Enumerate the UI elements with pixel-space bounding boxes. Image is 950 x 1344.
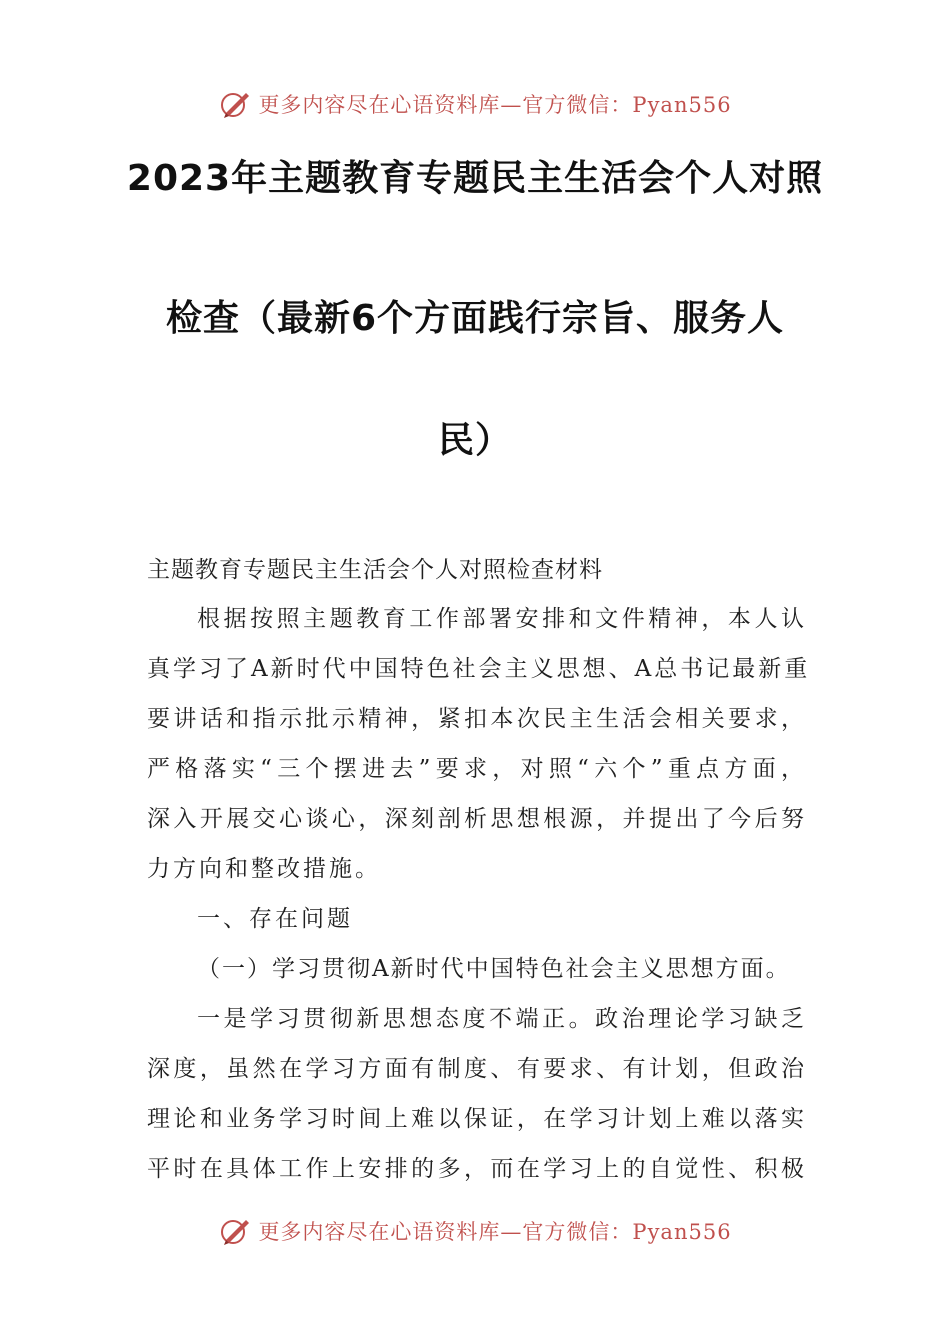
paragraph-line: 深入开展交心谈心，深刻剖析思想根源，并提出了今后努 xyxy=(147,806,807,832)
paragraph-line: 一是学习贯彻新思想态度不端正。政治理论学习缺乏 xyxy=(197,1006,807,1032)
watermark-text: 更多内容尽在心语资料库—官方微信：Pyan556 xyxy=(258,93,732,117)
paragraph-line: 真学习了A新时代中国特色社会主义思想、A总书记最新重 xyxy=(147,656,811,682)
watermark-text: 更多内容尽在心语资料库—官方微信：Pyan556 xyxy=(258,1220,732,1244)
document-title-line-3: 民） xyxy=(437,420,512,461)
watermark-header xyxy=(0,84,950,124)
paragraph-line: 深度，虽然在学习方面有制度、有要求、有计划，但政治 xyxy=(147,1056,807,1082)
document-subtitle: 主题教育专题民主生活会个人对照检查材料 xyxy=(147,557,603,583)
paragraph-line: 力方向和整改措施。 xyxy=(147,856,381,882)
paragraph-line: 平时在具体工作上安排的多，而在学习上的自觉性、积极 xyxy=(147,1156,807,1182)
pen-logo-icon xyxy=(218,1214,252,1248)
paragraph-line: 根据按照主题教育工作部署安排和文件精神，本人认 xyxy=(197,606,807,632)
document-title-line-2: 检查（最新6个方面践行宗旨、服务人 xyxy=(165,298,785,339)
watermark-footer xyxy=(0,1211,950,1251)
pen-logo-icon xyxy=(218,87,252,121)
paragraph-line: 严格落实“三个摆进去”要求，对照“六个”重点方面， xyxy=(147,756,807,782)
document-title-line-1: 2023年主题教育专题民主生活会个人对照 xyxy=(126,158,824,199)
subsection-heading: （一）学习贯彻A新时代中国特色社会主义思想方面。 xyxy=(197,956,791,982)
paragraph-line: 要讲话和指示批示精神，紧扣本次民主生活会相关要求， xyxy=(147,706,807,732)
section-heading: 一、存在问题 xyxy=(197,906,353,932)
paragraph-line: 理论和业务学习时间上难以保证，在学习计划上难以落实 xyxy=(147,1106,807,1132)
